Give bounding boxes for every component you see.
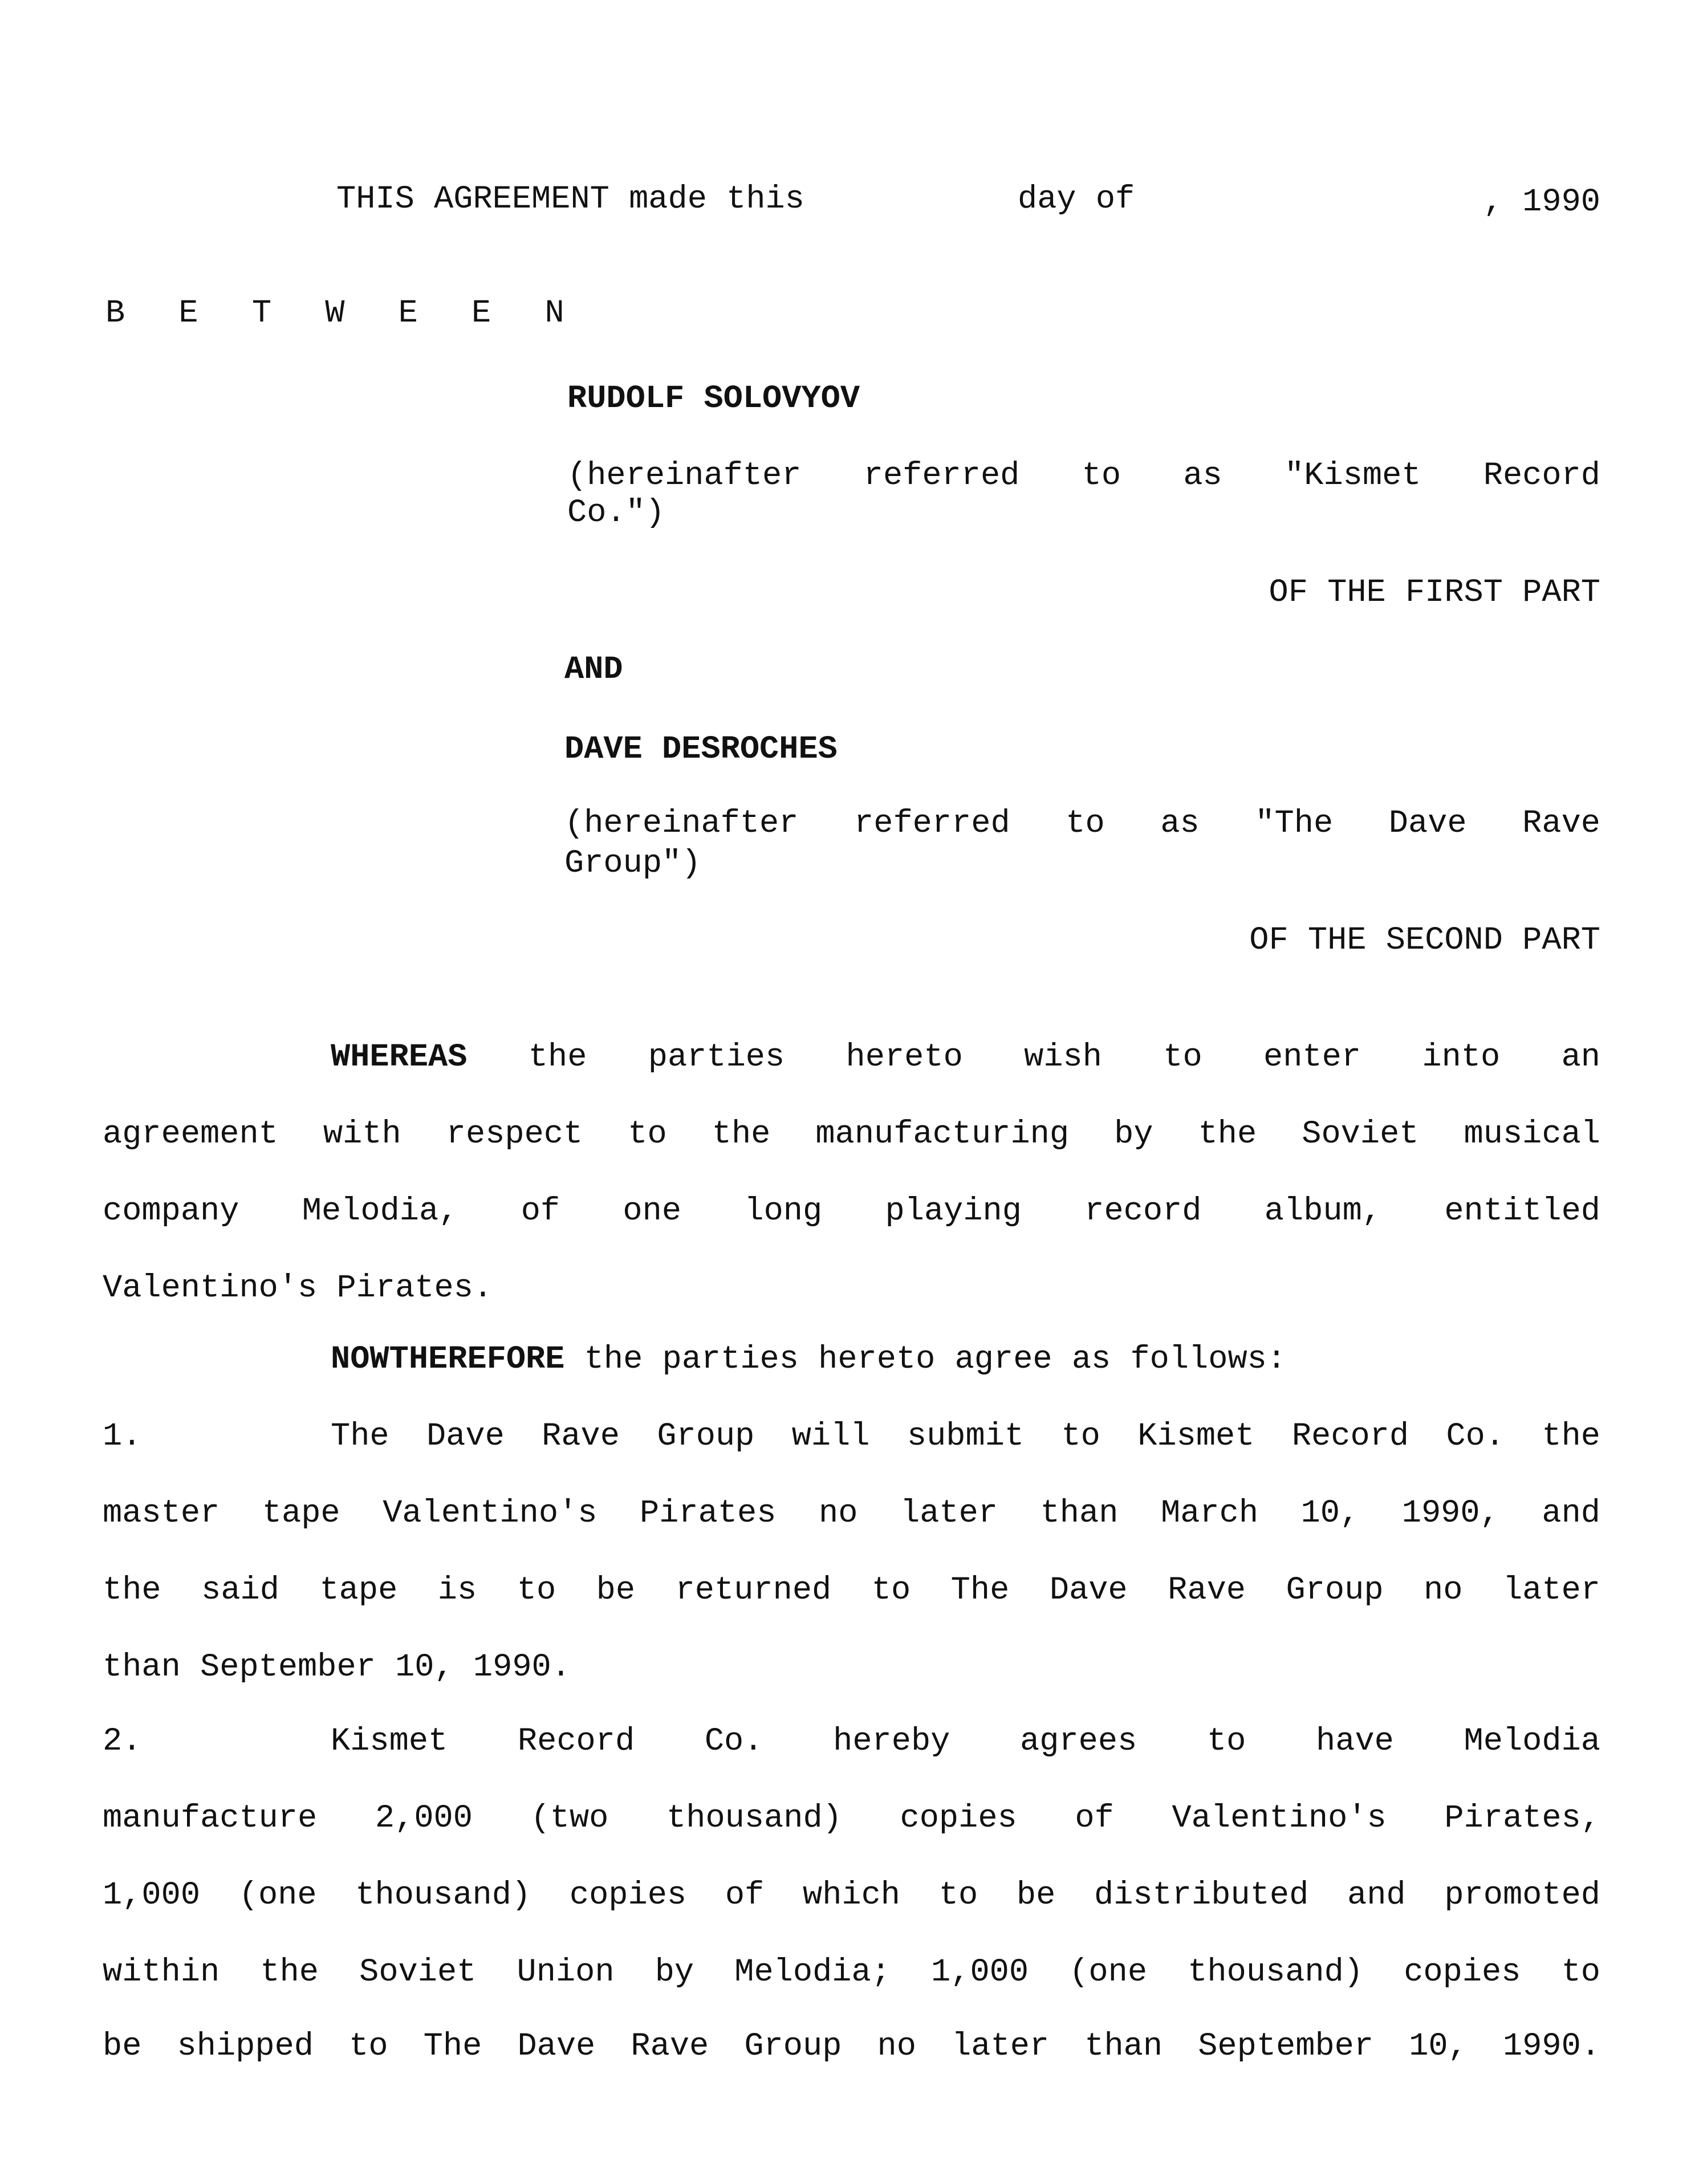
clause1-line3: the said tape is to be returned to The Dave Rave Group no later [103,1572,1600,1609]
and-label: AND [564,652,623,688]
agreement-day-label: day of [1018,181,1135,218]
party1-name: RUDOLF SOLOVYOV [567,381,860,417]
whereas-line1 [331,1038,1600,1077]
whereas-keyword: WHEREAS [331,1039,468,1076]
clause2-line5: be shipped to The Dave Rave Group no later than September 10, 1990. [103,2028,1600,2065]
whereas-line3: company Melodia, of one long playing record album, entitled [103,1193,1600,1230]
agreement-opening: THIS AGREEMENT made this [336,181,804,218]
clause2-line2: manufacture 2,000 (two thousand) copies of Valentino's Pirates, [103,1800,1600,1837]
clause2-line4: within the Soviet Union by Melodia; 1,000 (one thousand) copies to [103,1954,1600,1991]
clause1-number: 1. [103,1418,142,1455]
nowtherefore-keyword: NOWTHEREFORE [331,1341,565,1378]
nowtherefore-line [331,1340,1286,1380]
party1-description-line2: Co.") [567,495,665,531]
clause2-number: 2. [103,1723,142,1760]
whereas-line2: agreement with respect to the manufacturing by the Soviet musical [103,1116,1600,1153]
party2-name: DAVE DESROCHES [564,731,838,768]
party2-description-line1: (hereinafter referred to as "The Dave Rave [564,806,1600,842]
clause2-line1: Kismet Record Co. hereby agrees to have Melodia [331,1723,1600,1760]
clause1-line1: The Dave Rave Group will submit to Kismet Record Co. the [331,1418,1600,1455]
whereas-line1-text: the parties hereto wish to enter into an [528,1039,1600,1076]
party1-part-label: OF THE FIRST PART [1269,575,1600,611]
between-label: B E T W E E N [105,295,582,332]
agreement-year: , 1990 [1483,184,1600,221]
nowtherefore-text: the parties hereto agree as follows: [584,1341,1287,1378]
party2-part-label: OF THE SECOND PART [1249,922,1600,959]
party1-description-line1: (hereinafter referred to as "Kismet Record [567,458,1600,494]
party2-description-line2: Group") [564,845,701,882]
clause2-line3: 1,000 (one thousand) copies of which to be distributed and promoted [103,1877,1600,1914]
clause1-line2: master tape Valentino's Pirates no later than March 10, 1990, and [103,1495,1600,1532]
clause1-line4: than September 10, 1990. [103,1649,571,1686]
whereas-line4: Valentino's Pirates. [103,1270,493,1307]
